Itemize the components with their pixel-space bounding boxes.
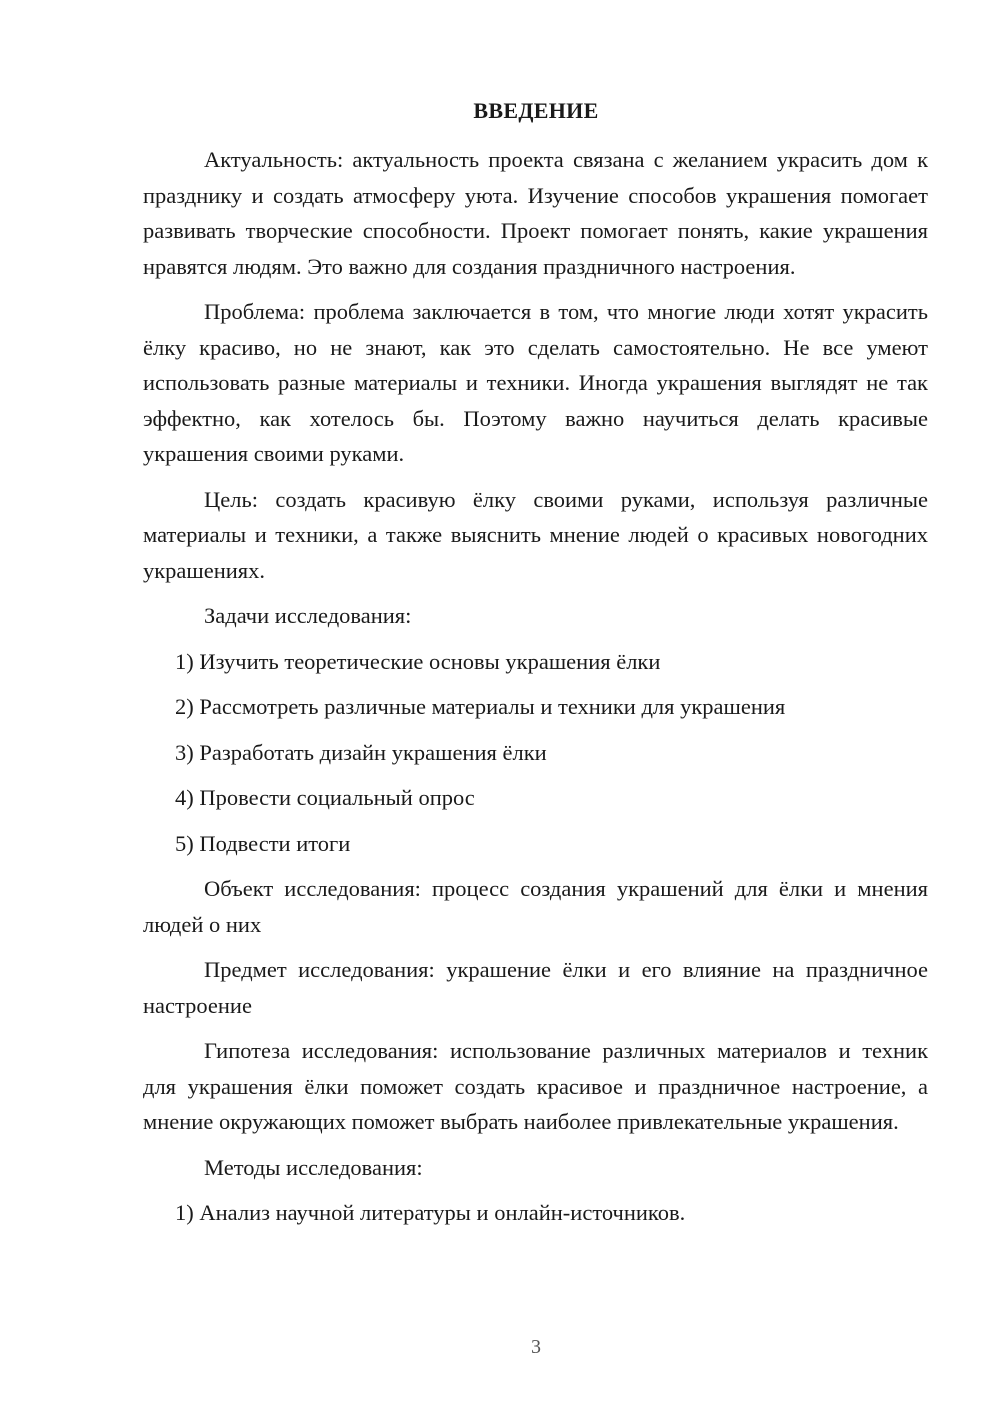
document-body	[143, 142, 928, 1241]
task-item: 1) Изучить теоретические основы украшения ёлки	[175, 648, 661, 674]
page-number: 3	[531, 1336, 541, 1358]
task-item: 2) Рассмотреть различные материалы и техники для украшения	[175, 694, 786, 719]
task-item: 5) Подвести итоги	[175, 830, 351, 856]
tasks-heading: Задачи исследования:	[204, 603, 412, 628]
tasks-list	[143, 644, 928, 862]
section-title: ВВЕДЕНИЕ	[473, 98, 599, 123]
method-item: 1) Анализ научной литературы и онлайн-источников.	[175, 1200, 686, 1225]
task-item: 4) Провести социальный опрос	[175, 785, 475, 810]
object-paragraph: Объект исследования: процесс создания украшений для ёлки и мнения людей о них	[143, 876, 928, 937]
subject-paragraph: Предмет исследования: украшение ёлки и его влияние на праздничное настроение	[143, 957, 928, 1018]
methods-list	[143, 1195, 928, 1231]
task-item: 3) Разработать дизайн украшения ёлки	[175, 739, 547, 765]
methods-heading: Методы исследования:	[204, 1154, 423, 1180]
relevance-paragraph: Актуальность: актуальность проекта связана с желанием украсить дом к празднику и создать атмосферу уюта. Изучение способов украшения помогает развивать творческие способности. Проект помогает понять, какие украшения нравятся людям. Это важно для создания праздничного настроения.	[143, 147, 928, 279]
hypothesis-paragraph: Гипотеза исследования: использование различных материалов и техник для украшения ёлки поможет создать красивое и праздничное настроение, а мнение окружающих поможет выбрать наиболее привлекательные украшения.	[143, 1038, 928, 1134]
problem-paragraph: Проблема: проблема заключается в том, что многие люди хотят украсить ёлку красиво, но не знают, как это сделать самостоятельно. Не все умеют использовать разные материалы и техники. Иногда украшения выглядят не так эффектно, как хотелось бы. Поэтому важно научиться делать красивые украшения своими руками.	[143, 299, 928, 466]
goal-paragraph: Цель: создать красивую ёлку своими руками, используя различные материалы и техники, а также выяснить мнение людей о красивых новогодних украшениях.	[143, 486, 928, 583]
